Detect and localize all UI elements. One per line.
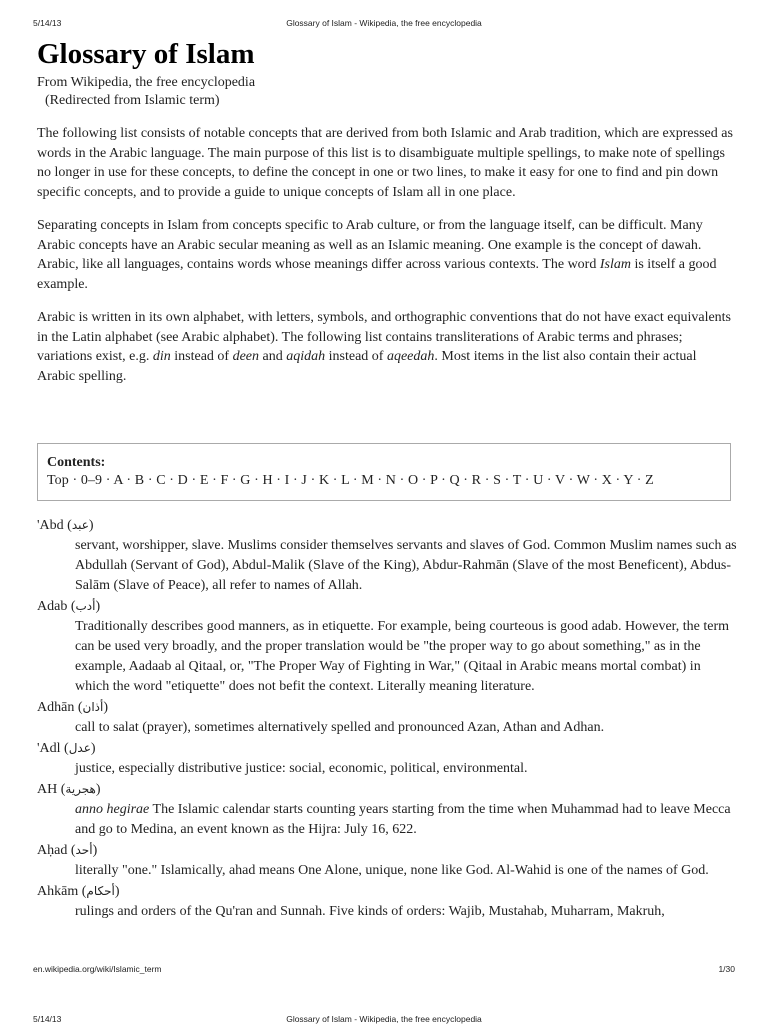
intro-paragraph-1-text: The following list consists of notable concepts that are derived from both Islamic and Arab tradition, which are expressed as words in the Arabic language. The main purpose of this list is to disambiguate multiple spellings, to make note of spellings no longer in use for these concepts, to define the concept in one or two lines, to make it easy for one to find and pin down specific concepts, and to provide a guide to unique concepts of Islam all in one place.	[37, 126, 733, 200]
contents-separator: ·	[144, 473, 157, 488]
print-footer	[33, 964, 735, 976]
definition-text: Traditionally describes good manners, as in etiquette. For example, being courteous is good adab. However, the term can be used very broadly, and the proper translation would be "the proper way to go about something," as in the example, Aadaab al Qitaal, or, "The Proper Way of Fighting in War," (Qitaal in Arabic means mortal combat) in which the word "etiquette" does not befit the context. Literally meaning literature.	[75, 619, 730, 694]
contents-separator: ·	[500, 473, 513, 488]
contents-link[interactable]: S	[493, 473, 501, 488]
contents-link[interactable]: C	[156, 473, 166, 488]
contents-link[interactable]: Top	[47, 473, 69, 488]
contents-box	[37, 443, 731, 501]
contents-separator: ·	[349, 473, 362, 488]
contents-separator: ·	[564, 473, 577, 488]
p3-tail: . Most items in the list also contain their actual Arabic spelling.	[37, 349, 697, 384]
contents-separator: ·	[459, 473, 472, 488]
glossary-list	[37, 515, 737, 922]
contents-separator: ·	[68, 473, 81, 488]
italic-aqeedah: aqeedah	[386, 349, 435, 364]
contents-separator: ·	[373, 473, 386, 488]
contents-separator: ·	[250, 473, 263, 488]
definition-text: literally "one." Islamically, ahad means One Alone, unique, none like God. Al-Wahid is one of the names of God.	[75, 863, 709, 878]
term-arabic: أحكام	[86, 884, 115, 898]
print-doc-title: Glossary of Islam - Wikipedia, the free encyclopedia	[286, 18, 482, 28]
contents-link[interactable]: A	[113, 473, 123, 488]
term-arabic: أذان	[82, 700, 104, 714]
contents-link[interactable]: T	[512, 473, 522, 488]
term-arabic: عدل	[68, 741, 91, 755]
contents-separator: ·	[289, 473, 302, 488]
site-tagline: From Wikipedia, the free encyclopedia	[37, 75, 256, 90]
glossary-term: Ahkām (أحكام)	[37, 884, 120, 899]
glossary-definition	[37, 536, 737, 596]
print-doc-title-next: Glossary of Islam - Wikipedia, the free encyclopedia	[286, 1014, 482, 1024]
italic-deen: deen	[232, 349, 260, 364]
contents-links	[47, 471, 730, 490]
term-name: Ahkām	[37, 884, 79, 899]
contents-link[interactable]: E	[199, 473, 209, 488]
term-arabic: أحد	[75, 843, 93, 857]
term-name: 'Abd	[37, 518, 64, 533]
contents-title: Contents:	[47, 455, 106, 470]
p3-instead-2: instead of	[325, 349, 387, 364]
contents-separator: ·	[306, 473, 319, 488]
contents-separator: ·	[611, 473, 624, 488]
contents-separator: ·	[102, 473, 114, 488]
term-arabic: هجرية	[65, 782, 96, 796]
glossary-definition	[37, 861, 737, 881]
contents-link[interactable]: P	[430, 473, 438, 488]
glossary-term: Aḥad (أحد)	[37, 843, 98, 858]
contents-link[interactable]: F	[220, 473, 229, 488]
glossary-term: AH (هجرية)	[37, 782, 101, 797]
contents-link[interactable]: V	[555, 473, 565, 488]
contents-link[interactable]: Z	[645, 473, 654, 488]
term-name: Aḥad	[37, 843, 68, 858]
glossary-term: 'Adl (عدل)	[37, 741, 96, 756]
contents-link[interactable]: Q	[449, 473, 460, 488]
contents-link[interactable]: X	[601, 473, 612, 488]
contents-separator: ·	[437, 473, 450, 488]
intro-paragraph-3-text: Arabic is written in its own alphabet, with letters, symbols, and orthographic conventions that do not have exact equivalents in the Latin alphabet (see Arabic alphabet). The following list contains transliterations of Arabic terms and phrases; variations exist, e.g.	[37, 310, 732, 364]
contents-separator: ·	[165, 473, 178, 488]
glossary-definition	[37, 759, 737, 779]
contents-separator: ·	[521, 473, 534, 488]
intro-paragraph-2	[37, 216, 737, 294]
glossary-term: Adab (أدب)	[37, 599, 101, 614]
contents-link[interactable]: D	[177, 473, 188, 488]
intro-paragraph-3	[37, 308, 737, 386]
contents-separator: ·	[418, 473, 431, 488]
page-title: Glossary of Islam	[37, 38, 255, 70]
p3-and: and	[259, 349, 287, 364]
contents-link[interactable]: R	[471, 473, 482, 488]
glossary-definition	[37, 718, 737, 738]
print-url: en.wikipedia.org/wiki/Islamic_term	[33, 964, 162, 974]
contents-link[interactable]: K	[318, 473, 330, 488]
term-name: AH	[37, 782, 58, 797]
contents-link[interactable]: 0–9	[80, 473, 103, 488]
glossary-definition	[37, 617, 737, 697]
contents-link[interactable]: J	[301, 473, 307, 488]
contents-separator: ·	[208, 473, 221, 488]
term-name: Adhān	[37, 700, 75, 715]
contents-separator: ·	[543, 473, 556, 488]
intro-paragraph-2-text: Separating concepts in Islam from concepts specific to Arab culture, or from the language itself, can be difficult. Many Arabic concepts have an Arabic secular meaning as well as an Islamic meaning. One example is the concept of dawah. Arabic, like all languages, contains words whose meanings differ across various contexts. The word	[37, 218, 703, 272]
contents-link[interactable]: G	[240, 473, 251, 488]
article-content	[37, 36, 737, 386]
term-arabic: أدب	[75, 599, 96, 613]
contents-link[interactable]: I	[284, 473, 290, 488]
print-page-number: 1/30	[718, 964, 735, 974]
italic-islam: Islam	[599, 257, 631, 272]
contents-link[interactable]: L	[341, 473, 350, 488]
definition-text: call to salat (prayer), sometimes alternatively spelled and pronounced Azan, Athan and Adhan.	[75, 720, 605, 735]
contents-separator: ·	[481, 473, 494, 488]
definition-text: rulings and orders of the Qu'ran and Sunnah. Five kinds of orders: Wajib, Mustahab, Muharram, Makruh,	[75, 904, 665, 919]
p3-instead: instead of	[170, 349, 233, 364]
redirect-notice: (Redirected from Islamic term)	[45, 93, 220, 108]
contents-separator: ·	[187, 473, 200, 488]
glossary-definition	[37, 800, 737, 840]
glossary-term: 'Abd (عبد)	[37, 518, 94, 533]
contents-separator: ·	[228, 473, 241, 488]
contents-link[interactable]: N	[385, 473, 396, 488]
definition-italic: anno hegirae	[75, 802, 150, 817]
contents-separator: ·	[395, 473, 408, 488]
term-name: Adab	[37, 599, 68, 614]
intro-paragraph-1	[37, 124, 737, 202]
glossary-definition	[37, 902, 737, 922]
contents-separator: ·	[589, 473, 602, 488]
contents-separator: ·	[272, 473, 285, 488]
contents-link[interactable]: M	[361, 473, 374, 488]
contents-link[interactable]: W	[576, 473, 590, 488]
term-arabic: عبد	[71, 518, 89, 532]
italic-din: din	[152, 349, 171, 364]
contents-link[interactable]: Y	[623, 473, 634, 488]
definition-text: The Islamic calendar starts counting years starting from the time when Muhammad had to leave Mecca and go to Medina, an event known as the Hijra: July 16, 622.	[75, 802, 731, 837]
contents-link[interactable]: H	[262, 473, 273, 488]
contents-link[interactable]: O	[407, 473, 419, 488]
contents-link[interactable]: B	[134, 473, 145, 488]
definition-text: servant, worshipper, slave. Muslims consider themselves servants and slaves of God. Common Muslim names such as Abdullah (Servant of God), Abdul-Malik (Slave of the King), Abdur-Rahmān (Slave of the most Beneficent), Abdus-Salām (Slave of Peace), all refer to names of Allah.	[75, 538, 737, 593]
print-date: 5/14/13	[33, 18, 62, 28]
term-name: 'Adl	[37, 741, 61, 756]
print-header	[33, 18, 735, 30]
contents-separator: ·	[633, 473, 646, 488]
italic-aqidah: aqidah	[286, 349, 326, 364]
print-date-next: 5/14/13	[33, 1014, 62, 1024]
contents-link[interactable]: U	[533, 473, 544, 488]
intro-paragraph-2-tail: is itself a good example.	[37, 257, 717, 292]
contents-separator: ·	[329, 473, 342, 488]
definition-text: justice, especially distributive justice: social, economic, political, environmental.	[75, 761, 528, 776]
print-header-next-page	[33, 1014, 735, 1026]
contents-separator: ·	[122, 473, 135, 488]
glossary-term: Adhān (أذان)	[37, 700, 108, 715]
